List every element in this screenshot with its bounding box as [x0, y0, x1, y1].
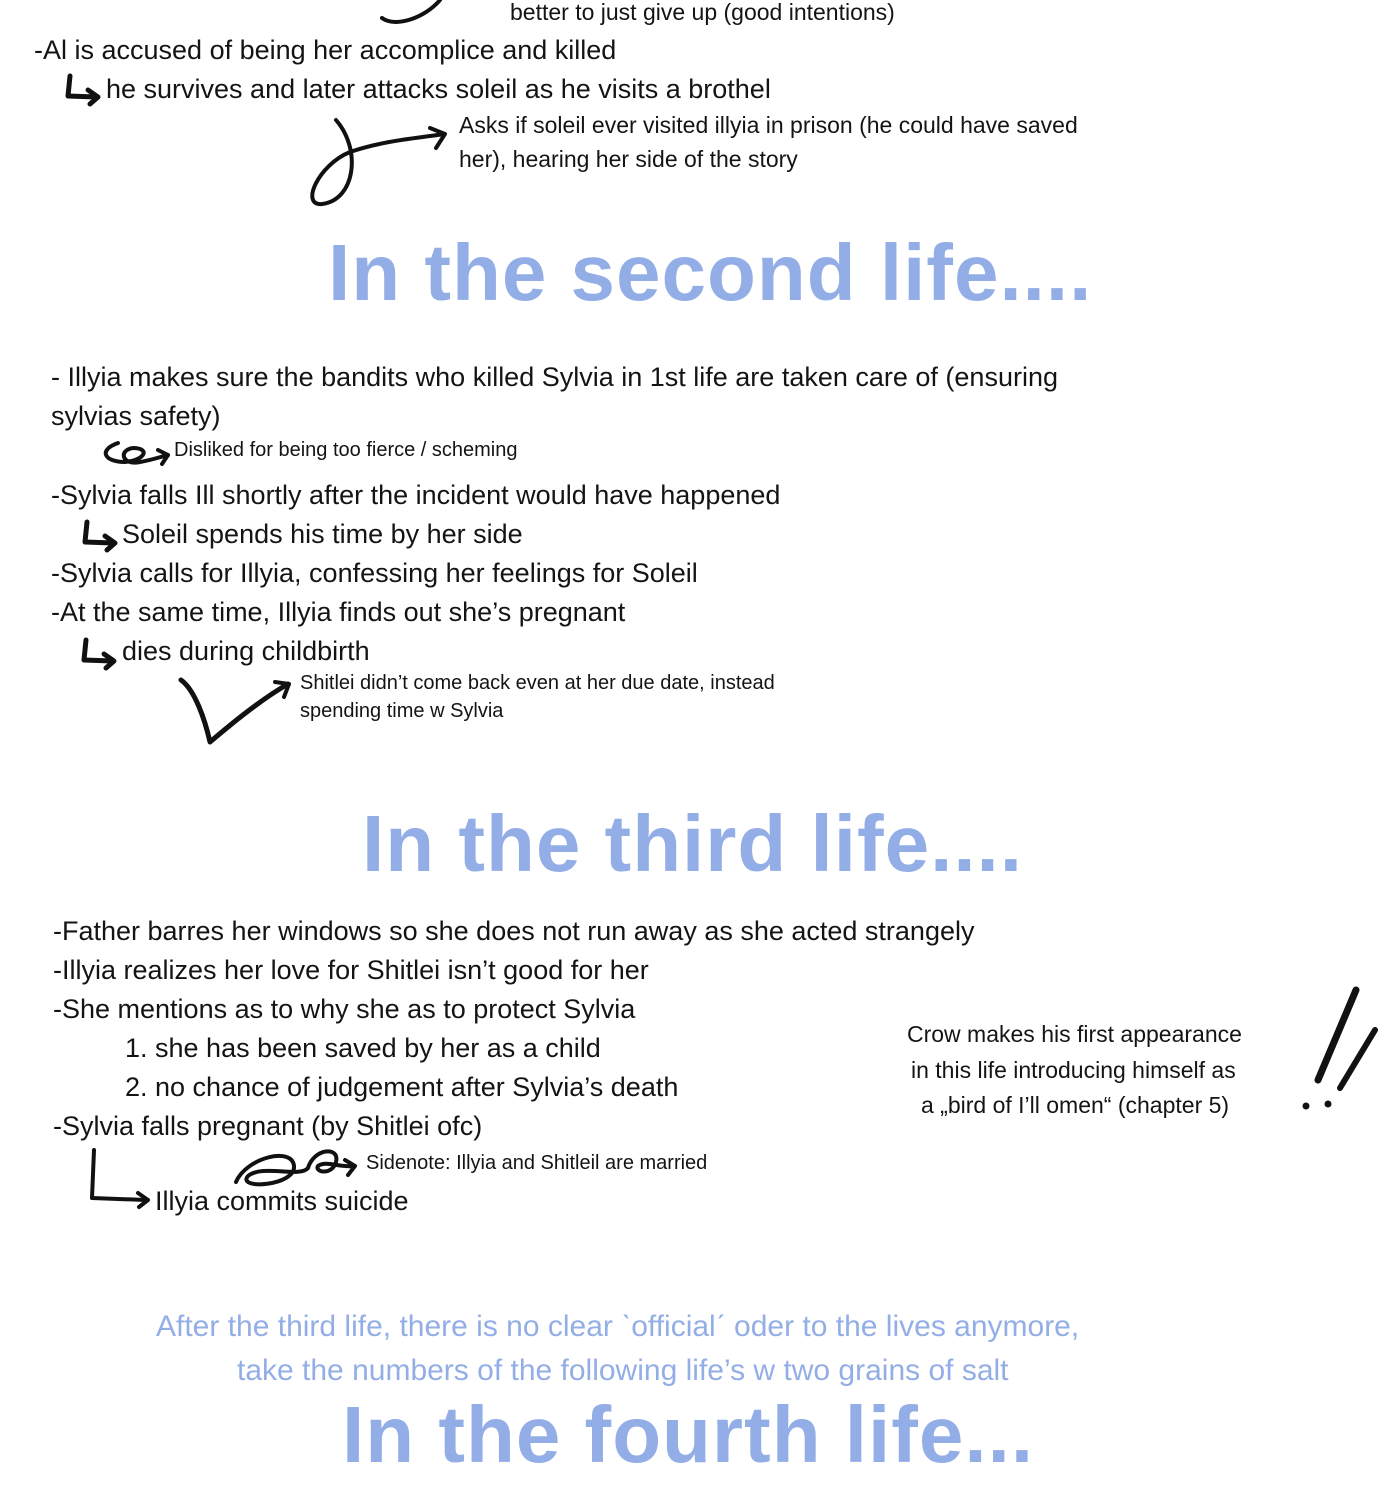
second-life-line-4: -At the same time, Illyia finds out she’s pregnant	[51, 597, 626, 627]
second-life-line-1a: - Illyia makes sure the bandits who killed Sylvia in 1st life are taken care of (ensuring	[51, 362, 1058, 392]
line-al-accused: -Al is accused of being her accomplice and killed	[34, 35, 617, 65]
note-due-date-line-2: spending time w Sylvia	[300, 700, 504, 722]
swash-top	[382, 0, 440, 22]
second-life-line-2-sub: Soleil spends his time by her side	[122, 519, 523, 549]
note-prison-line-1: Asks if soleil ever visited illyia in prison (he could have saved	[459, 112, 1078, 138]
crow-note-line-1: Crow makes his first appearance	[907, 1021, 1242, 1047]
third-life-line-2: -Illyia realizes her love for Shitlei isn’t good for her	[53, 955, 649, 985]
third-life-line-3: -She mentions as to why she as to protect Sylvia	[53, 994, 636, 1024]
note-due-date-line-1: Shitlei didn’t come back even at her due date, instead	[300, 672, 775, 694]
fourth-life-heading: In the fourth life...	[342, 1390, 1035, 1479]
third-life-line-1: -Father barres her windows so she does not run away as she acted strangely	[53, 916, 975, 946]
hook-arrow-icon-2	[85, 522, 113, 543]
second-life-line-4-sub: dies during childbirth	[122, 636, 370, 666]
third-life-reason-1: 1. she has been saved by her as a child	[125, 1033, 601, 1063]
second-life-line-1b: sylvias safety)	[51, 401, 221, 431]
crow-note-line-3: a „bird of I’ll omen“ (chapter 5)	[921, 1092, 1230, 1118]
third-life-line-4-sub: Illyia commits suicide	[155, 1186, 409, 1216]
l-arrow-icon	[92, 1150, 146, 1200]
transition-line-2: take the numbers of the following life’s w two grains of salt	[237, 1354, 1009, 1387]
swirl-arrow-icon	[236, 1151, 354, 1184]
note-disliked: Disliked for being too fierce / scheming	[174, 439, 518, 461]
third-life-reason-2: 2. no chance of judgement after Sylvia’s death	[125, 1072, 679, 1102]
second-life-heading: In the second life....	[328, 228, 1093, 317]
crow-note-line-2: in this life introducing himself as	[911, 1057, 1236, 1083]
third-life-line-4: -Sylvia falls pregnant (by Shitlei ofc)	[53, 1111, 483, 1141]
line-al-survives: he survives and later attacks soleil as he visits a brothel	[106, 74, 771, 104]
transition-line-1: After the third life, there is no clear ˋofficialˊ oder to the lives anymore,	[156, 1310, 1080, 1343]
third-life-heading: In the third life....	[362, 799, 1023, 888]
note-sidenote: Sidenote: Illyia and Shitleil are married	[366, 1152, 708, 1174]
check-arrow-icon	[181, 680, 288, 742]
loop-arrow-icon	[312, 120, 444, 204]
hook-arrow-icon	[68, 76, 96, 97]
squiggle-arrow-icon	[106, 443, 168, 463]
exclamation-mark-icon	[1318, 990, 1356, 1080]
second-life-line-3: -Sylvia calls for Illyia, confessing her feelings for Soleil	[51, 558, 698, 588]
hook-arrow-icon-3	[84, 640, 112, 661]
second-life-line-2: -Sylvia falls Ill shortly after the incident would have happened	[51, 480, 781, 510]
note-intentions: better to just give up (good intentions)	[510, 0, 895, 25]
note-prison-line-2: her), hearing her side of the story	[459, 146, 798, 172]
